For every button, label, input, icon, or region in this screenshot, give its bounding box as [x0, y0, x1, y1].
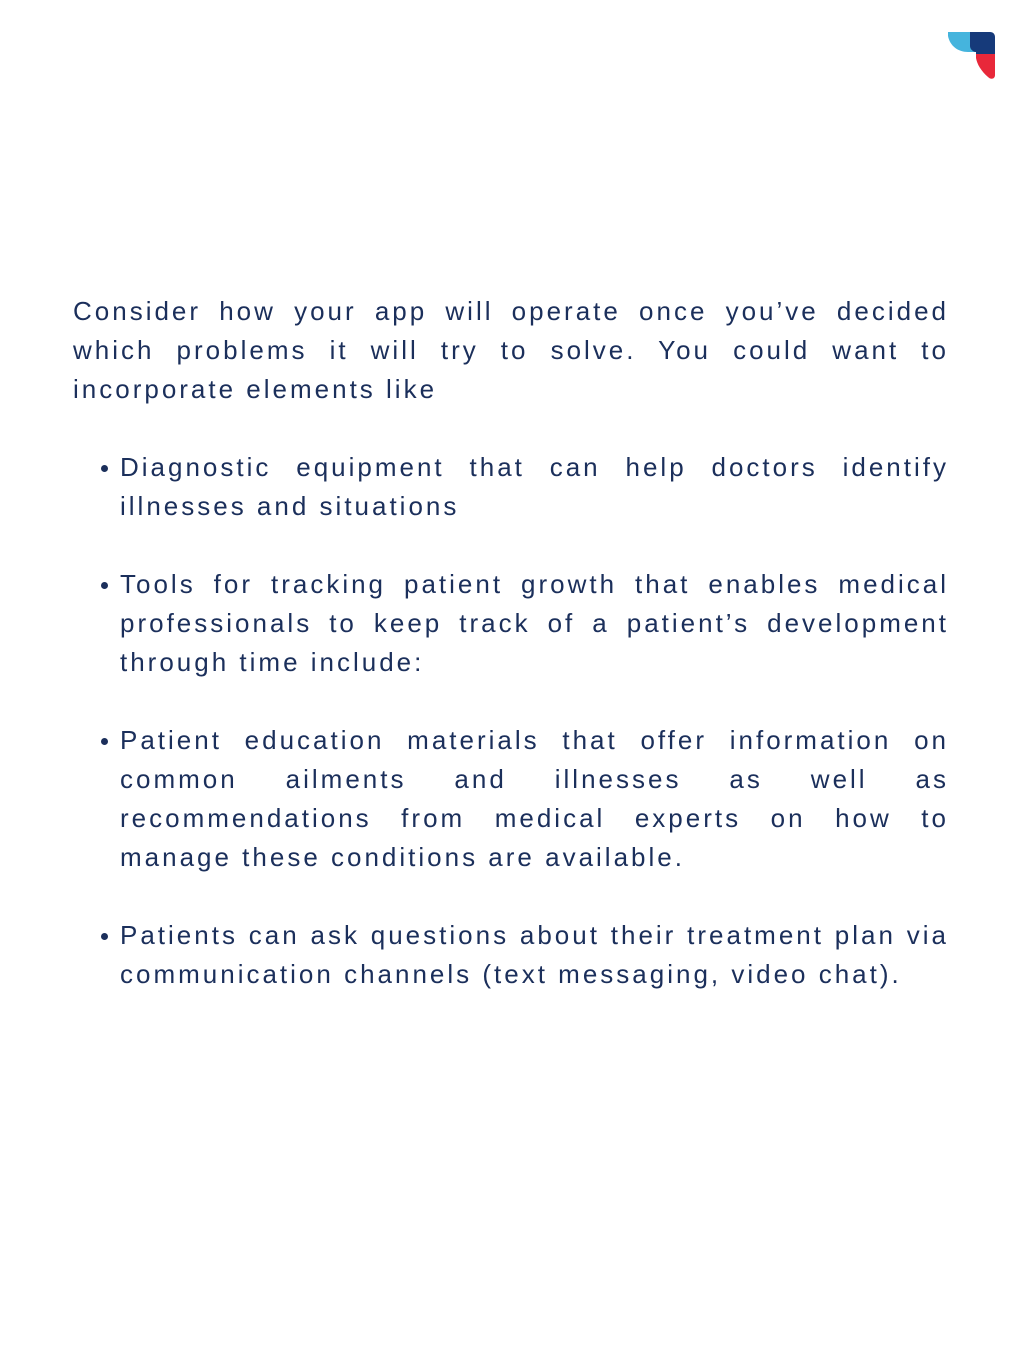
bullet-dot-icon: [101, 465, 108, 472]
logo-red-shape: [976, 54, 995, 79]
logo-navy-shape: [970, 32, 995, 56]
list-item-text: Patient education materials that offer information on common ailments and illnesses as well as recommendations from medical experts on how to manage these conditions are available.: [120, 725, 949, 872]
list-item-text: Tools for tracking patient growth that enables medical professionals to keep track of a patient’s development through time include:: [120, 569, 949, 677]
bullet-dot-icon: [101, 738, 108, 745]
list-item: [73, 721, 949, 877]
brand-logo-svg: [946, 30, 998, 80]
list-item: [73, 916, 949, 994]
intro-paragraph: Consider how your app will operate once you’ve decided which problems it will try to solve. You could want to incorporate elements like: [73, 296, 949, 404]
list-item: [73, 565, 949, 682]
feature-list: [73, 448, 949, 994]
brand-logo-icon: [946, 30, 998, 80]
list-item: [73, 448, 949, 526]
list-item-text: Diagnostic equipment that can help doctors identify illnesses and situations: [120, 452, 949, 521]
main-content: [73, 292, 949, 1033]
list-item-text: Patients can ask questions about their treatment plan via communication channels (text messaging, video chat).: [120, 920, 949, 989]
bullet-dot-icon: [101, 933, 108, 940]
bullet-dot-icon: [101, 582, 108, 589]
